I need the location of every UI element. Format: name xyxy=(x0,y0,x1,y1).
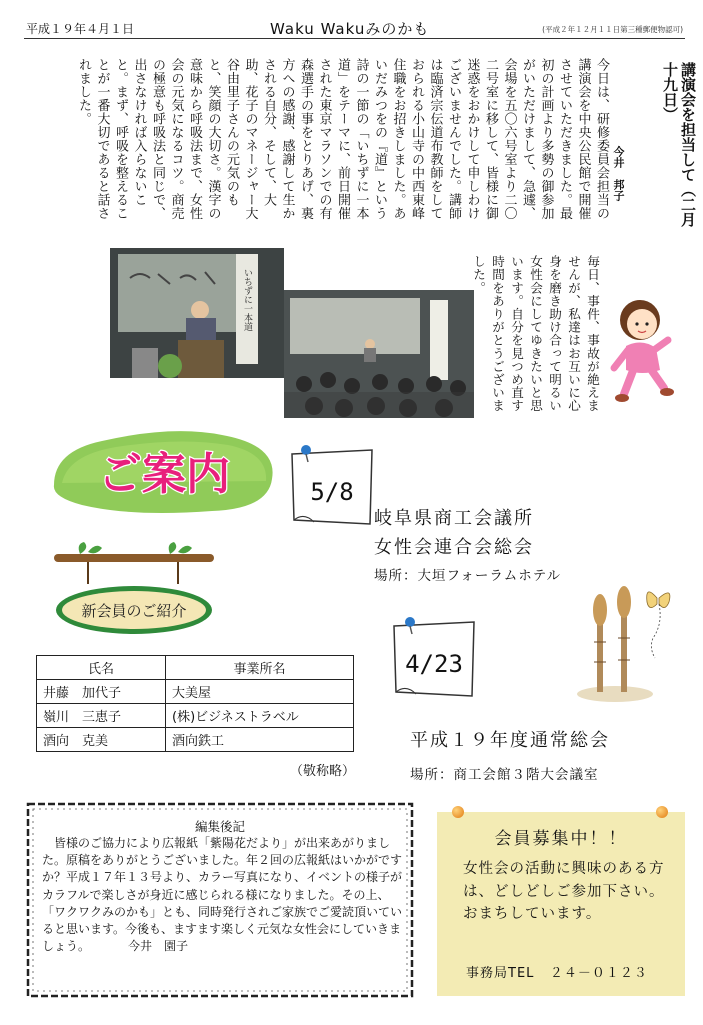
newsletter-title: Waku Wakuみのかも xyxy=(270,20,430,38)
office-phone-number: ２４－０１２３ xyxy=(549,966,648,981)
event-name-2: 平成１９年度通常総会 xyxy=(410,730,610,751)
column-header-business: 事業所名 xyxy=(166,656,354,680)
lecture-article: 今日は、研修委員会担当の講演会を中央公民館で開催させていただきました。最初の計画より多勢の御参加がいただけまして、急遽、会場を五〇六号室より二〇二号室に移して、皆様に御迷惑をおかけして申しわけございませんでした。講師は臨済宗伝道布教師をしておられる小山寺の中西東峰住職をお招きしました。あいだみつをの『道』という詩の一節の「いちずに一本道」をテーマに、前日開催された東京マラソンでの有森選手の事をとりあげ、裏方への感謝、感謝して生かされる自分、そして、大助、花子のマネージャー大谷由里子さんの元気のもと、笑顔の大切さ。漢字の意味から呼吸法まで、女性会の元気になるコツ。商売の極意も呼吸法と同じで、出さなければ入らないこと。まず、呼吸を整えることが一番大切であると話されました。 xyxy=(76,58,609,220)
editor-note-text: 皆様のご協力により広報紙「紫陽花だより」が出来あがりました。原稿をありがとうございました。年２回の広報紙はいかがですか？平成１７年１３号より、カラー写真になり、イベントの様子がカラフルで楽しさが身近に感じられる様になりました。その上、「ワクワクみのかも」とも、同時発行されご家族でご愛読頂いていると思います。今後も、ますます楽しく元気な女性会にしていきましょう。 xyxy=(42,836,403,954)
honorific-omitted-note: （敬称略） xyxy=(290,764,356,779)
horsetail-butterfly-illustration xyxy=(575,582,685,704)
event-date-1: 5/8 xyxy=(310,478,354,506)
event-place-2: 場所：商工会館３階大会議室 xyxy=(410,767,599,783)
recruit-title: 会員募集中！！ xyxy=(494,829,628,849)
header-rule xyxy=(24,38,685,39)
event-place-1: 場所：大垣フォーラムホテル xyxy=(374,568,562,584)
recruit-body: 女性会の活動に興味のある方は、どしどしご参加下さい。おまちしています。 xyxy=(463,861,665,922)
lecture-banner-text: いちずに一本道 xyxy=(242,268,252,331)
editor-note-title: 編集後記 xyxy=(194,819,245,834)
lecture-title: 講演会を担当して xyxy=(679,62,697,182)
lecture-photo-speaker xyxy=(110,248,284,378)
lecture-photo-audience xyxy=(284,290,474,418)
table-row xyxy=(37,728,354,752)
event-date-2: 4/23 xyxy=(405,650,463,678)
guide-logo-text: ご案内 xyxy=(98,449,230,500)
guide-logo xyxy=(48,425,280,520)
office-phone-label: 事務局TEL xyxy=(466,966,535,981)
member-name: 井藤 加代子 xyxy=(37,680,166,704)
lecture-date: （二月十九日） xyxy=(661,62,697,227)
member-business: 酒向鉄工 xyxy=(166,728,354,752)
event-name-1-line1: 岐阜県商工会議所 xyxy=(374,508,534,529)
member-name: 酒向 克美 xyxy=(37,728,166,752)
member-name: 嶺川 三恵子 xyxy=(37,704,166,728)
issue-date: 平成１９年４月１日 xyxy=(26,22,135,36)
sign-text: 新会員のご紹介 xyxy=(81,602,187,620)
postal-permit-note: (平成２年１２月１１日第三種郵便物認可) xyxy=(542,25,683,34)
editor-note-body xyxy=(42,835,404,955)
lecture-afterword: 毎日、事件、事故が絶えませんが、私達はお互いに心身を磨き助け合って明るい女性会にしてゆきたいと思います。自分を見つめ直す時間をありがとうございました。 xyxy=(471,255,600,413)
event-name-1-line2: 女性会連合会総会 xyxy=(374,537,534,558)
member-business: (株)ビジネストラベル xyxy=(166,704,354,728)
event-date-card-1 xyxy=(286,440,378,532)
running-girl-illustration xyxy=(604,296,684,408)
editor-note-author: 今井 園子 xyxy=(128,939,189,954)
table-row xyxy=(37,704,354,728)
table-row xyxy=(37,680,354,704)
pushpin-icon xyxy=(656,806,668,818)
member-business: 大美屋 xyxy=(166,680,354,704)
column-header-name: 氏名 xyxy=(37,656,166,680)
lecture-author: 今井 邦子 xyxy=(612,146,625,201)
pushpin-icon xyxy=(452,806,464,818)
new-members-sign xyxy=(50,540,218,638)
new-members-table xyxy=(36,655,354,752)
office-phone xyxy=(466,962,648,981)
lecture-heading xyxy=(655,62,697,232)
table-header-row xyxy=(37,656,354,680)
event-date-card-2 xyxy=(388,612,480,704)
